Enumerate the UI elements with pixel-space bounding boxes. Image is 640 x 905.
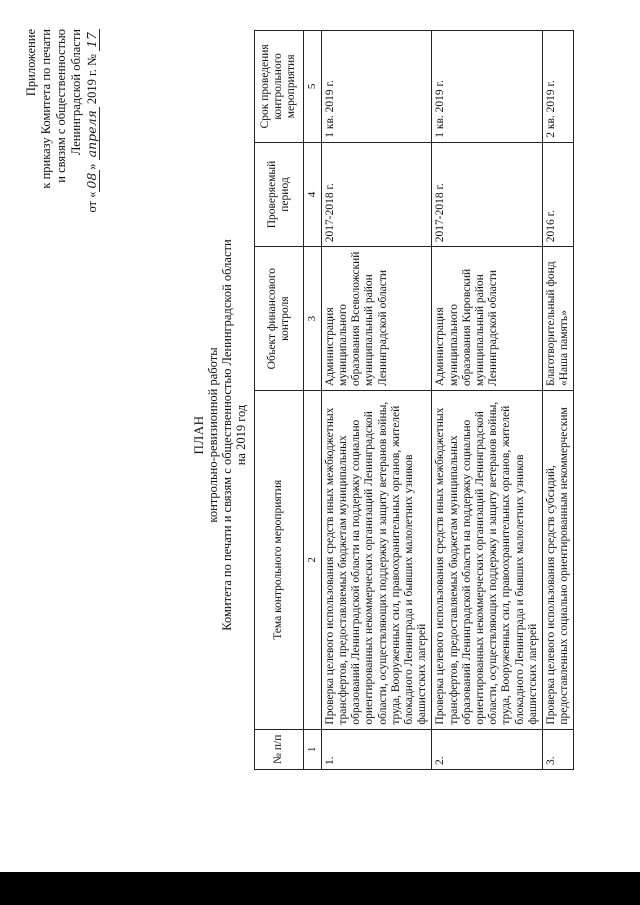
row-term: 1 кв. 2019 г. (432, 31, 543, 143)
appendix-header (24, 29, 100, 319)
row-object: Благотворительный фонд «Наша память» (543, 247, 574, 391)
title-plan: ПЛАН (191, 415, 206, 455)
appendix-title: Приложение (24, 29, 38, 97)
column-number: 5 (303, 31, 321, 143)
row-period: 2016 г. (543, 142, 574, 247)
header-term: Срок проведения контрольного мероприятия (255, 31, 304, 143)
row-number: 1. (321, 729, 432, 769)
appendix-line-3: и связям с общественностью (54, 29, 68, 183)
document-title (192, 5, 248, 865)
row-term: 2 кв. 2019 г. (543, 31, 574, 143)
rotated-document-page (10, 5, 630, 865)
header-object: Объект финансового контроля (255, 247, 304, 391)
column-number-row (303, 31, 321, 770)
row-number: 2. (432, 729, 543, 769)
column-number: 2 (303, 391, 321, 730)
title-line-2: контрольно-ревизионной работы (206, 347, 220, 523)
handwritten-number: 17 (84, 29, 100, 51)
row-object: Администрация муниципального образования Кировский муниципальный район Ленинградской области (432, 247, 543, 391)
row-topic: Проверка целевого использования средств иных межбюджетных трансфертов, предоставляемых бюджетам муниципальных образований Ленинградской области на поддержку социально ориентированных некоммерческих организаций Ленинградской области, осуществляющих поддержку и защиту ветеранов войны, труда, Вооруженных сил, правоохранительных органов, жителей блокадного Ленинграда и бывших малолетних узников фашистских лагерей (321, 391, 432, 730)
column-number: 1 (303, 729, 321, 769)
header-number: № п/п (255, 729, 304, 769)
table-row (321, 31, 432, 770)
row-object: Администрация муниципального образования Всеволожский муниципальный район Ленинградской области (321, 247, 432, 391)
appendix-date-line (84, 29, 100, 319)
row-period: 2017-2018 г. (321, 142, 432, 247)
column-number: 4 (303, 142, 321, 247)
row-period: 2017-2018 г. (432, 142, 543, 247)
year-suffix: 2019 г. № (85, 54, 99, 105)
appendix-line-4: Ленинградской области (69, 29, 83, 156)
column-number: 3 (303, 247, 321, 391)
appendix-line-2: к приказу Комитета по печати (39, 29, 53, 189)
title-line-3: Комитета по печати и связям с общественностью Ленинградской области (220, 239, 234, 631)
handwritten-month: апреля (84, 107, 100, 160)
row-term: 1 кв. 2019 г. (321, 31, 432, 143)
plan-table (254, 30, 574, 770)
scan-bottom-border (0, 872, 640, 905)
table-header-row (255, 31, 304, 770)
date-mid: » (85, 163, 99, 170)
date-prefix: от « (85, 191, 99, 213)
table-row (543, 31, 574, 770)
header-period: Проверяемый период (255, 142, 304, 247)
header-topic: Тема контрольного мероприятия (255, 391, 304, 730)
table-row (432, 31, 543, 770)
handwritten-day: 08 (84, 170, 100, 192)
row-topic: Проверка целевого использования средств иных межбюджетных трансфертов, предоставляемых бюджетам муниципальных образований Ленинградской области на поддержку социально ориентированных некоммерческих организаций Ленинградской области, осуществляющих поддержку и защиту ветеранов войны, труда, Вооруженных сил, правоохранительных органов, жителей блокадного Ленинграда и бывших малолетних узников фашистских лагерей (432, 391, 543, 730)
row-topic: Проверка целевого использования средств субсидий, предоставленных социально ориентированным некоммерческим (543, 391, 574, 730)
title-line-4: на 2019 год (234, 404, 248, 466)
row-number: 3. (543, 729, 574, 769)
